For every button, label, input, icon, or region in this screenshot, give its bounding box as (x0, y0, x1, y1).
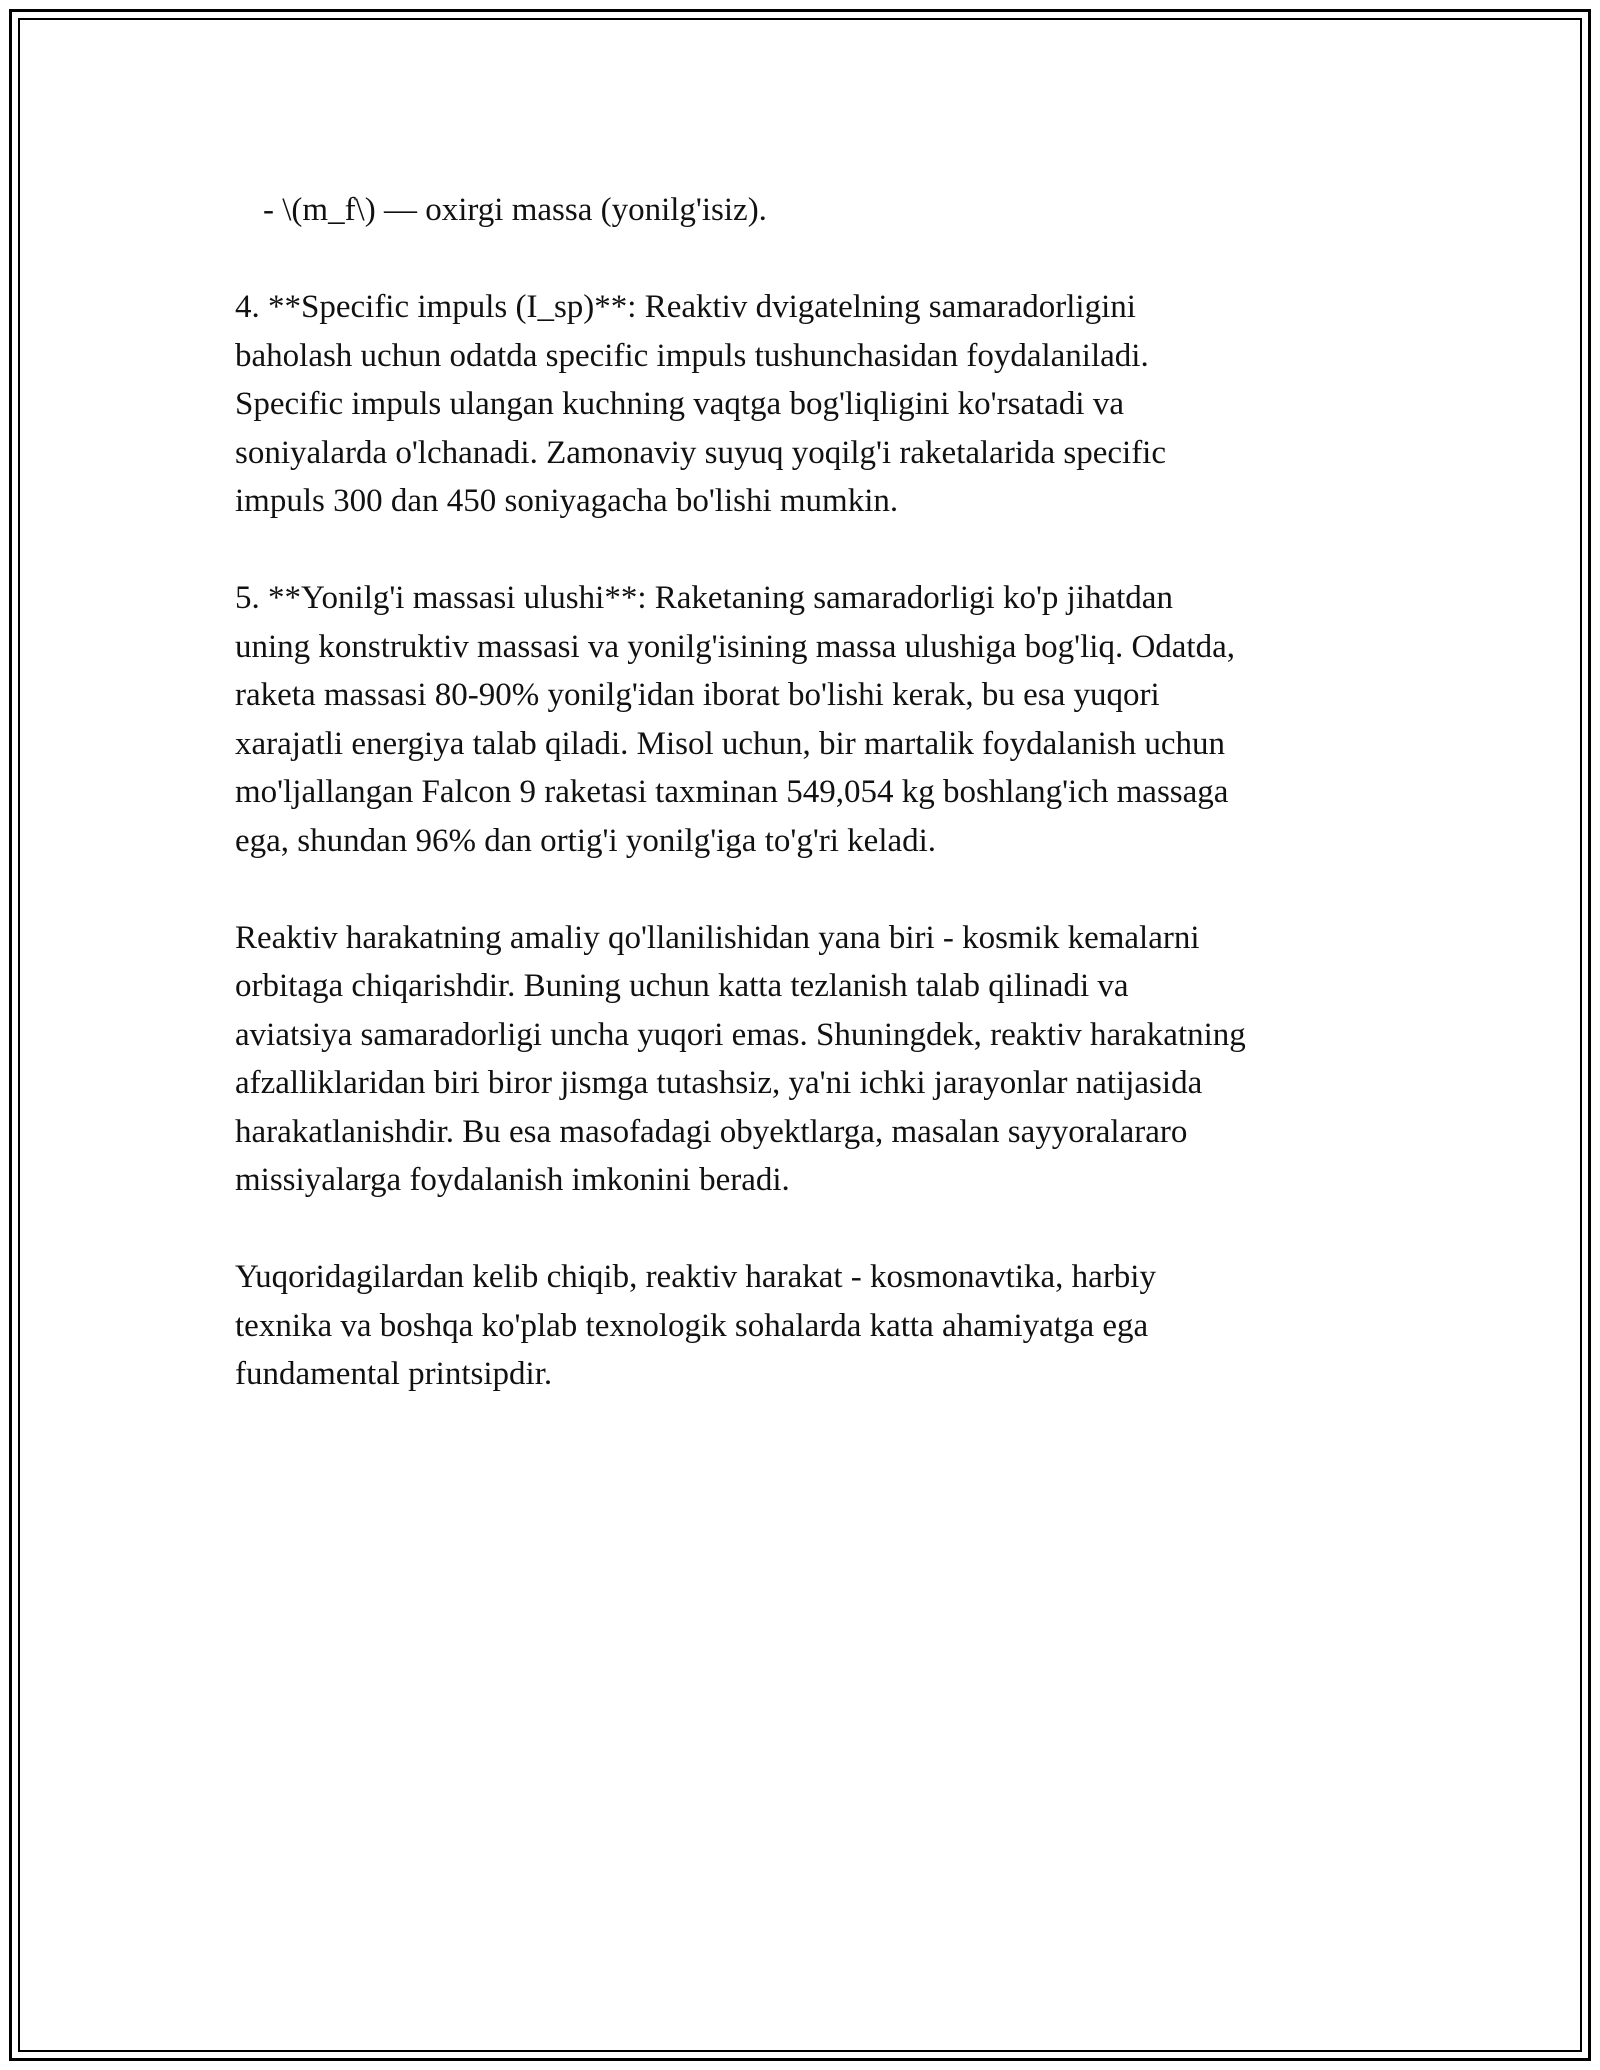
text-line: texnika va boshqa ko'plab texnologik sohalarda katta ahamiyatga ega (235, 1307, 1149, 1344)
text-line: xarajatli energiya talab qiladi. Misol uchun, bir martalik foydalanish uchun (235, 725, 1226, 762)
paragraph-practical-application (235, 914, 1375, 1205)
text-line: - \(m_f\) — oxirgi massa (yonilg'isiz). (263, 192, 767, 228)
text-line: harakatlanishdir. Bu esa masofadagi obyektlarga, masalan sayyoralararo (235, 1113, 1188, 1150)
text-line: baholash uchun odatda specific impuls tushunchasidan foydalaniladi. (235, 337, 1149, 374)
text-line: soniyalarda o'lchanadi. Zamonaviy suyuq yoqilg'i raketalarida specific (235, 434, 1166, 471)
text-line: Reaktiv harakatning amaliy qo'llanilishidan yana biri - kosmik kemalarni (235, 919, 1200, 956)
paragraph-fuel-mass-fraction (235, 574, 1375, 865)
text-line: orbitaga chiqarishdir. Buning uchun katta tezlanish talab qilinadi va (235, 968, 1129, 1004)
text-line: missiyalarga foydalanish imkonini beradi. (235, 1162, 790, 1198)
text-line: 5. **Yonilg'i massasi ulushi**: Raketaning samaradorligi ko'p jihatdan (235, 580, 1173, 616)
document-body (235, 186, 1375, 1447)
text-line: mo'ljallangan Falcon 9 raketasi taxminan 549,054 kg boshlang'ich massaga (235, 774, 1229, 810)
text-line: raketa massasi 80-90% yonilg'idan iborat bo'lishi kerak, bu esa yuqori (235, 677, 1160, 713)
paragraph-specific-impulse (235, 283, 1375, 526)
formula-definition-line (235, 186, 1375, 235)
paragraph-conclusion (235, 1253, 1375, 1399)
text-line: 4. **Specific impuls (I_sp)**: Reaktiv dvigatelning samaradorligini (235, 289, 1136, 325)
text-line: ega, shundan 96% dan ortig'i yonilg'iga to'g'ri keladi. (235, 822, 937, 859)
text-line: Specific impuls ulangan kuchning vaqtga bog'liqligini ko'rsatadi va (235, 386, 1124, 422)
text-line: fundamental printsipdir. (235, 1356, 553, 1392)
text-line: impuls 300 dan 450 soniyagacha bo'lishi mumkin. (235, 483, 899, 519)
text-line: Yuqoridagilardan kelib chiqib, reaktiv harakat - kosmonavtika, harbiy (235, 1259, 1156, 1295)
text-line: afzalliklaridan biri biror jismga tutashsiz, ya'ni ichki jarayonlar natijasida (235, 1065, 1203, 1101)
text-line: aviatsiya samaradorligi uncha yuqori emas. Shuningdek, reaktiv harakatning (235, 1016, 1246, 1053)
text-line: uning konstruktiv massasi va yonilg'isining massa ulushiga bog'liq. Odatda, (235, 628, 1235, 665)
